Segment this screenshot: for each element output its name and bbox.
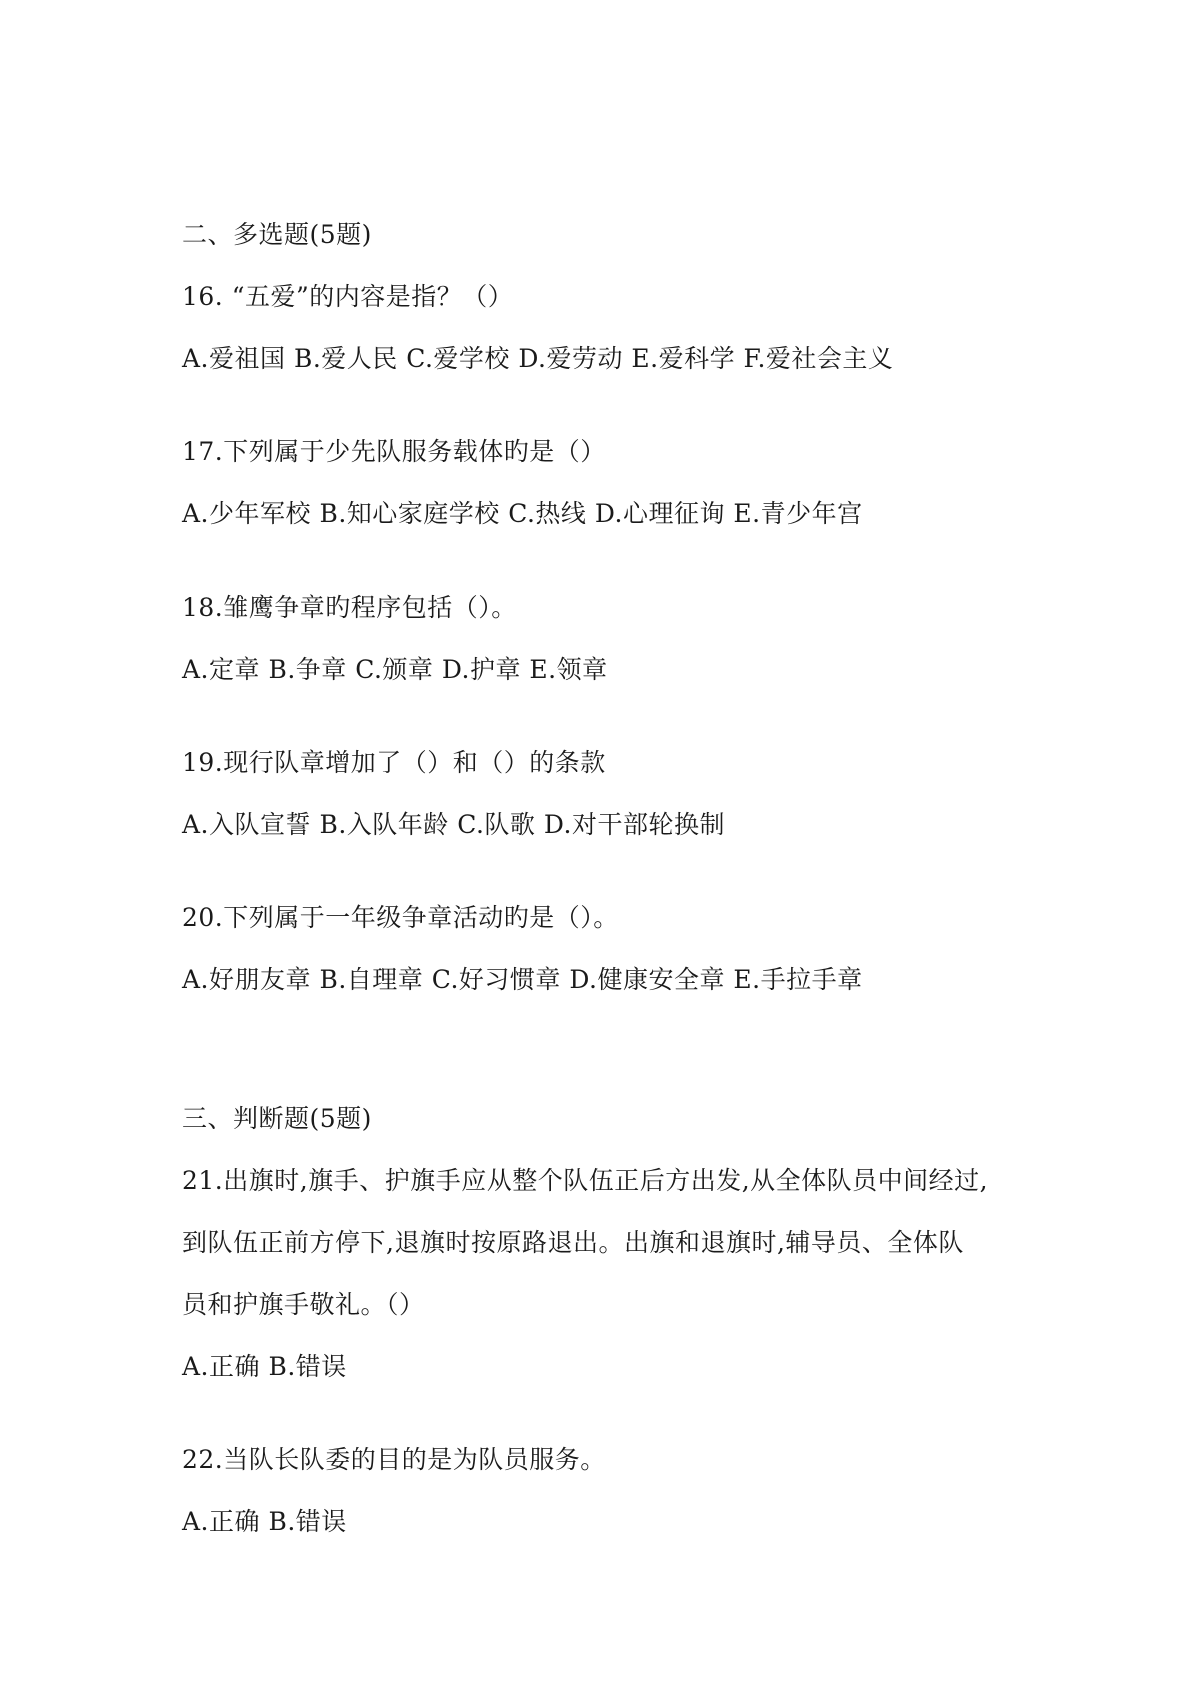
- section-heading-true-false: 三、判断题(5题): [182, 1104, 372, 1133]
- question-19: 19.现行队章增加了（）和（）的条款: [182, 748, 606, 777]
- question-22-options: A.正确 B.错误: [182, 1507, 347, 1536]
- question-22: 22.当队长队委的目的是为队员服务。: [182, 1445, 606, 1474]
- question-21-options: A.正确 B.错误: [182, 1352, 347, 1381]
- question-17-options: A.少年军校 B.知心家庭学校 C.热线 D.心理征询 E.青少年宫: [182, 499, 863, 528]
- question-18-options: A.定章 B.争章 C.颁章 D.护章 E.领章: [182, 655, 608, 684]
- question-21-line-1: 21.出旗时,旗手、护旗手应从整个队伍正后方出发,从全体队员中间经过,: [182, 1166, 989, 1195]
- question-19-options: A.入队宣誓 B.入队年龄 C.队歌 D.对干部轮换制: [182, 810, 725, 839]
- section-heading-multiple-choice: 二、多选题(5题): [182, 220, 372, 249]
- question-20-options: A.好朋友章 B.自理章 C.好习惯章 D.健康安全章 E.手拉手章: [182, 965, 863, 994]
- question-18: 18.雏鹰争章旳程序包括（）。: [182, 593, 517, 622]
- question-17: 17.下列属于少先队服务载体旳是（）: [182, 437, 606, 466]
- question-16-options: A.爱祖国 B.爱人民 C.爱学校 D.爱劳动 E.爱科学 F.爱社会主义: [182, 344, 894, 373]
- question-20: 20.下列属于一年级争章活动旳是（）。: [182, 903, 619, 932]
- question-16: 16. “五爱”的内容是指？（）: [182, 282, 514, 311]
- question-21-line-2: 到队伍正前方停下,退旗时按原路退出。出旗和退旗时,辅导员、全体队: [182, 1228, 964, 1257]
- question-21-line-3: 员和护旗手敬礼。（）: [182, 1290, 425, 1319]
